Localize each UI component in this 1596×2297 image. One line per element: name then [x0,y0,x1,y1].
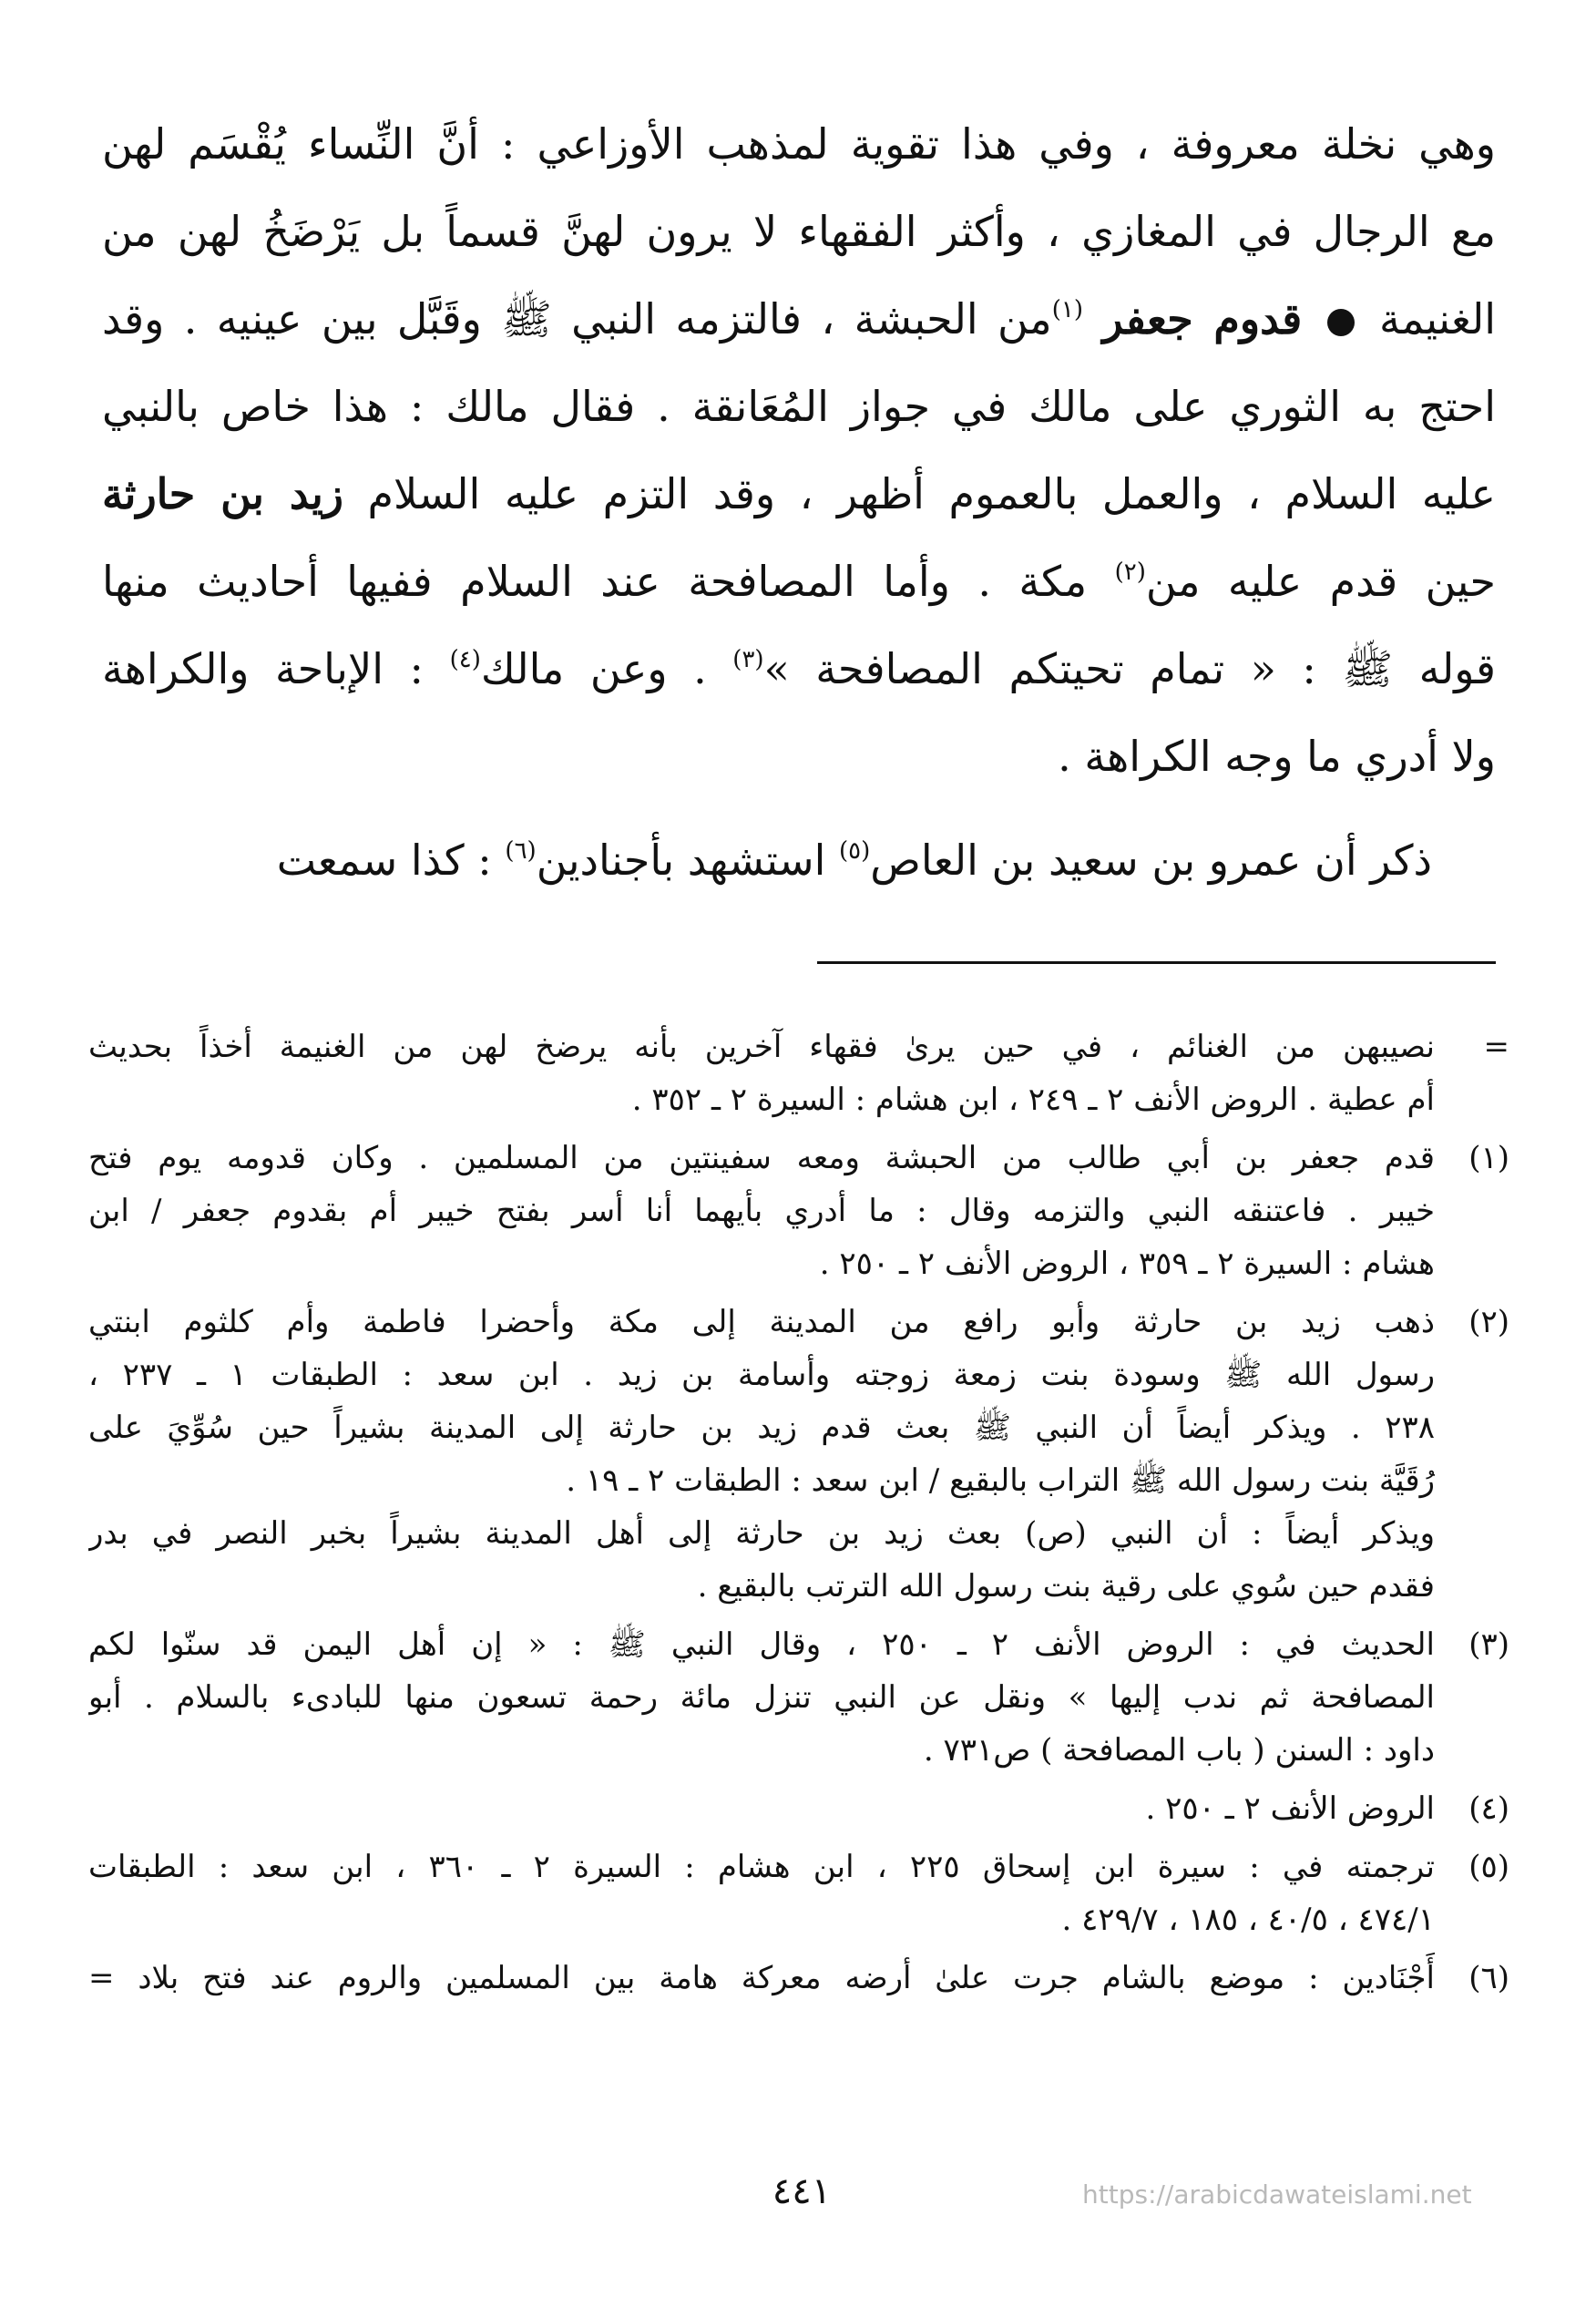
footnote-line: نصيبهن من الغنائم ، في حين يرىٰ فقهاء آخرين بأنه يرضخ لهن من الغنيمة أخذاً بحديث [88,1029,1435,1065]
footnote-line: المصافحة ثم ندب إليها » ونقل عن النبي تنزل مائة رحمة تسعون منها للبادىء بالسلام . أبو [88,1679,1435,1716]
footnote-number: (١) [1468,1140,1509,1176]
bullet-dot-icon [1327,309,1355,336]
text-segment: . وعن مالك [480,644,707,693]
footnote-number: (٦) [1468,1960,1509,1996]
main-line-2: مع الرجال في المغازي ، وأكثر الفقهاء لا يرون لهنَّ قسماً بل يَرْضَخُ لهن من [102,207,1496,256]
main-line-4: احتج به الثوري على مالك في جواز المُعَانقة . فقال مالك : هذا خاص بالنبي [102,382,1496,431]
footnote-line: هشام : السيرة ٢ ـ ٣٥٩ ، الروض الأنف ٢ ـ ٢٥٠ . [819,1246,1435,1282]
footnote-6 [88,1952,1509,2005]
footnote-line: رُقَيَّة بنت رسول الله ﷺ التراب بالبقيع / ابن سعد : الطبقات ٢ ـ ١٩ . [566,1462,1435,1499]
main-line-7 [102,625,1496,713]
footnote-5 [88,1841,1509,1946]
footnote-line: ذهب زيد بن حارثة وأبو رافع من المدينة إلى مكة وأحضرا فاطمة وأم كلثوم ابنتي [88,1304,1435,1340]
footnote-body [88,1618,1435,1777]
footnote-ref: (٢) [1114,559,1146,586]
footnote-separator [817,961,1496,964]
text-segment: استشهد بأجنادين [536,836,826,885]
footnote-continuation [88,1020,1509,1126]
footnote-number: (٣) [1468,1626,1509,1663]
footnote-line: قدم جعفر بن أبي طالب من الحبشة ومعه سفينتين من المسلمين . وكان قدومه يوم فتح [88,1140,1435,1176]
main-line-9 [102,816,1496,904]
footnote-line: فقدم حين سُوي على رقية بنت رسول الله الترتب بالبقيع . [697,1568,1435,1605]
footnote-line: داود : السنن ( باب المصافحة ) ص٧٣١ . [923,1732,1435,1769]
footnote-number: = [1483,1029,1509,1065]
footnote-line: رسول الله ﷺ وسودة بنت زمعة زوجته وأسامة بن زيد . ابن سعد : الطبقات ١ ـ ٢٣٧ ، [88,1357,1435,1393]
text-segment: : الإباحة والكراهة [102,644,425,693]
main-line-8: ولا أدري ما وجه الكراهة . [1058,732,1496,781]
footnote-3 [88,1618,1509,1777]
text-segment: : كذا سمعت [276,836,492,885]
footnote-ref: (٣) [732,646,764,673]
footnote-line: الروض الأنف ٢ ـ ٢٥٠ . [1145,1790,1435,1827]
footnote-line: خيبر . فاعتنقه النبي والتزمه وقال : ما أدري بأيهما أنا أسر بفتح خيبر أم بقدوم جعفر / ابن [88,1193,1435,1229]
footnote-line: ترجمته في : سيرة ابن إسحاق ٢٢٥ ، ابن هشام : السيرة ٢ ـ ٣٦٠ ، ابن سعد : الطبقات [88,1849,1435,1885]
text-segment: قوله ﷺ : « تمام تحيتكم المصافحة » [763,644,1496,693]
text-segment: عليه السلام ، والعمل بالعموم أظهر ، وقد التزم عليه السلام [367,469,1496,518]
footnote-body [88,1296,1435,1613]
footnote-body [88,1952,1435,2005]
footnote-4 [88,1782,1509,1835]
footnote-line: ٢٣٨ . ويذكر أيضاً أن النبي ﷺ بعث قدم زيد بن حارثة إلى المدينة بشيراً حين سُوِّيَ على [88,1410,1435,1446]
bold-heading: قدوم جعفر [1102,294,1303,344]
footnotes [88,1020,1509,2010]
footnote-line: الحديث في : الروض الأنف ٢ ـ ٢٥٠ ، وقال النبي ﷺ : « إن أهل اليمن قد سنّوا لكم [88,1626,1435,1663]
footnote-line: أم عطية . الروض الأنف ٢ ـ ٢٤٩ ، ابن هشام : السيرة ٢ ـ ٣٥٢ . [631,1082,1435,1118]
footnote-line: ٤٧٤/١ ، ٤٠/٥ ، ١٨٥ ، ٤٢٩/٧ . [1061,1902,1435,1938]
footnote-ref: (٥) [839,837,871,865]
page-number: ٤٤١ [772,2170,832,2212]
footnote-body [88,1782,1435,1835]
footnote-body [88,1020,1435,1126]
footnote-line: أَجْنَادين : موضع بالشام جرت علىٰ أرضه معركة هامة بين المسلمين والروم عند فتح بلاد = [88,1960,1435,1996]
footnote-2 [88,1296,1509,1613]
watermark-url: https://arabicdawateislami.net [1082,2179,1472,2210]
text-segment: مكة . وأما المصافحة عند السلام ففيها أحاديث منها [102,557,1088,606]
footnote-line: ويذكر أيضاً : أن النبي (ص) بعث زيد بن حارثة إلى أهل المدينة بشيراً بخبر النصر في بدر [88,1515,1435,1552]
footnote-number: (٢) [1468,1304,1509,1340]
footnote-number: (٥) [1468,1849,1509,1885]
main-text [102,100,1496,904]
footnote-ref: (٦) [505,837,537,865]
main-line-1: وهي نخلة معروفة ، وفي هذا تقوية لمذهب الأوزاعي : أنَّ النِّساء يُقْسَم لهن [102,119,1496,169]
text-segment: من الحبشة ، فالتزمه النبي ﷺ وقَبَّل بين عينيه . وقد [102,294,1052,344]
footnote-body [88,1841,1435,1946]
main-line-3 [102,275,1496,363]
footnote-ref: (٤) [449,646,481,673]
bold-name: زيد بن حارثة [102,469,343,518]
footnote-1 [88,1132,1509,1290]
main-line-5 [102,450,1496,538]
text-segment: الغنيمة [1378,294,1496,344]
footnote-ref: (١) [1051,296,1083,323]
text-segment: حين قدم عليه من [1145,557,1496,606]
text-segment: ذكر أن عمرو بن سعيد بن العاص [870,836,1432,885]
main-line-6 [102,538,1496,625]
footnote-body [88,1132,1435,1290]
footnote-number: (٤) [1468,1790,1509,1827]
